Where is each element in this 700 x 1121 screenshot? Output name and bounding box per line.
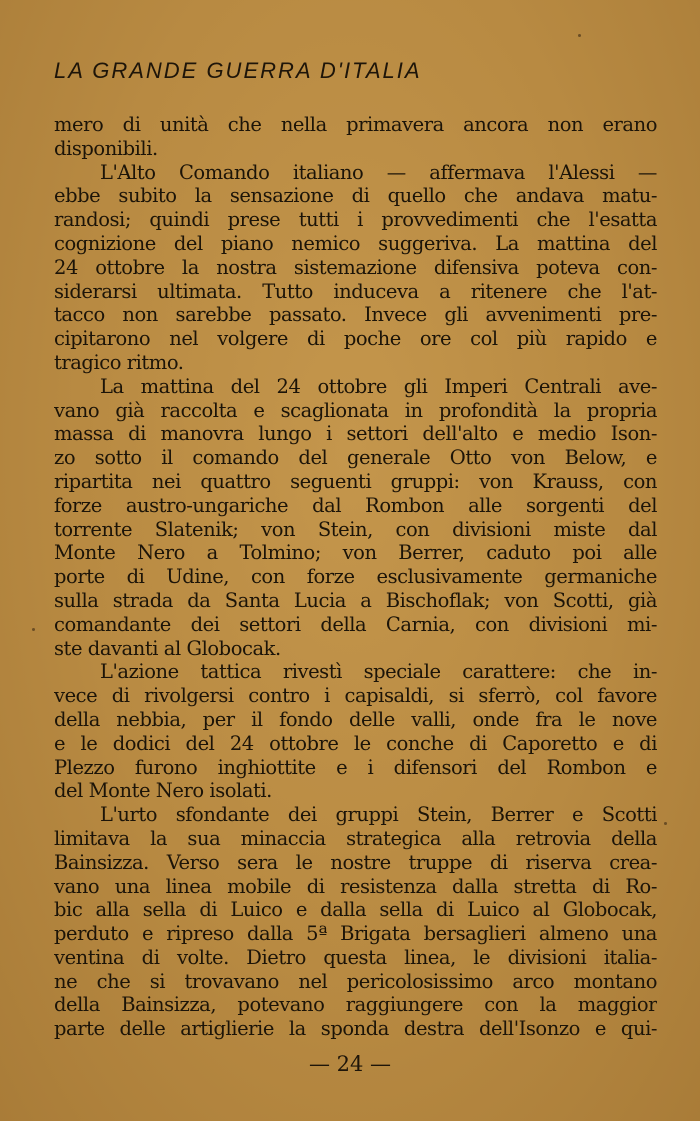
text-line: zo sotto il comando del generale Otto von Below, e — [54, 446, 657, 470]
text-line: siderarsi ultimata. Tutto induceva a ritenere che l'at- — [54, 279, 657, 303]
text-line: vece di rivolgersi contro i capisaldi, si sferrò, col favore — [54, 684, 657, 708]
text-line: del Monte Nero isolati. — [54, 779, 272, 803]
text-line: e le dodici del 24 ottobre le conche di Caporetto e di — [54, 731, 657, 755]
print-speck — [578, 34, 581, 37]
text-line: cognizione del piano nemico suggeriva. La mattina del — [54, 231, 657, 255]
paragraph-first-line: La mattina del 24 ottobre gli Imperi Centrali ave- — [100, 374, 657, 398]
page-body — [54, 113, 657, 1041]
text-line: Bainsizza. Verso sera le nostre truppe di riserva crea- — [54, 850, 657, 874]
text-line: parte delle artiglierie la sponda destra dell'Isonzo e qui- — [54, 1017, 657, 1041]
paragraph-first-line: L'azione tattica rivestì speciale carattere: che in- — [100, 660, 657, 684]
text-line: cipitarono nel volgere di poche ore col più rapido e — [54, 327, 657, 351]
text-line: perduto e ripreso dalla 5ª Brigata bersaglieri almeno una — [54, 922, 657, 946]
text-line: comandante dei settori della Carnia, con divisioni mi- — [54, 612, 657, 636]
text-line: bic alla sella di Luico e dalla sella di Luico al Globocak, — [54, 898, 657, 922]
text-line: della nebbia, per il fondo delle valli, onde fra le nove — [54, 707, 657, 731]
text-line: tragico ritmo. — [54, 350, 184, 374]
paragraph-first-line: L'Alto Comando italiano — affermava l'Alessi — — [100, 160, 657, 184]
paragraph-first-line: L'urto sfondante dei gruppi Stein, Berrer e Scotti — [100, 803, 657, 827]
text-line: forze austro-ungariche dal Rombon alle sorgenti del — [54, 493, 657, 517]
text-line: tacco non sarebbe passato. Invece gli avvenimenti pre- — [54, 303, 657, 327]
running-header: LA GRANDE GUERRA D'ITALIA — [54, 58, 422, 83]
text-line: porte di Udine, con forze esclusivamente germaniche — [54, 565, 657, 589]
text-line: limitava la sua minaccia strategica alla retrovia della — [54, 826, 657, 850]
text-line: massa di manovra lungo i settori dell'alto e medio Ison- — [54, 422, 657, 446]
text-line: ebbe subito la sensazione di quello che andava matu- — [54, 184, 657, 208]
page-number: — 24 — — [308, 1052, 392, 1076]
text-line: ripartita nei quattro seguenti gruppi: von Krauss, con — [54, 469, 657, 493]
text-line: ne che si trovavano nel pericolosissimo arco montano — [54, 969, 657, 993]
text-line: vano già raccolta e scaglionata in profondità la propria — [54, 398, 657, 422]
print-speck — [32, 628, 35, 631]
text-line: Monte Nero a Tolmino; von Berrer, caduto poi alle — [54, 541, 657, 565]
text-line: ste davanti al Globocak. — [54, 636, 281, 660]
text-line: Plezzo furono inghiottite e i difensori del Rombon e — [54, 755, 657, 779]
text-line: della Bainsizza, potevano raggiungere con la maggior — [54, 993, 657, 1017]
text-line: torrente Slatenik; von Stein, con divisioni miste dal — [54, 517, 657, 541]
print-speck — [664, 822, 667, 825]
text-line: ventina di volte. Dietro questa linea, le divisioni italia- — [54, 945, 657, 969]
text-line: randosi; quindi prese tutti i provvedimenti che l'esatta — [54, 208, 657, 232]
text-line: mero di unità che nella primavera ancora non erano — [54, 113, 657, 136]
text-line: disponibili. — [54, 136, 158, 160]
text-line: 24 ottobre la nostra sistemazione difensiva poteva con- — [54, 255, 657, 279]
text-line: sulla strada da Santa Lucia a Bischoflak; von Scotti, già — [54, 588, 657, 612]
text-line: vano una linea mobile di resistenza dalla stretta di Ro- — [54, 874, 657, 898]
